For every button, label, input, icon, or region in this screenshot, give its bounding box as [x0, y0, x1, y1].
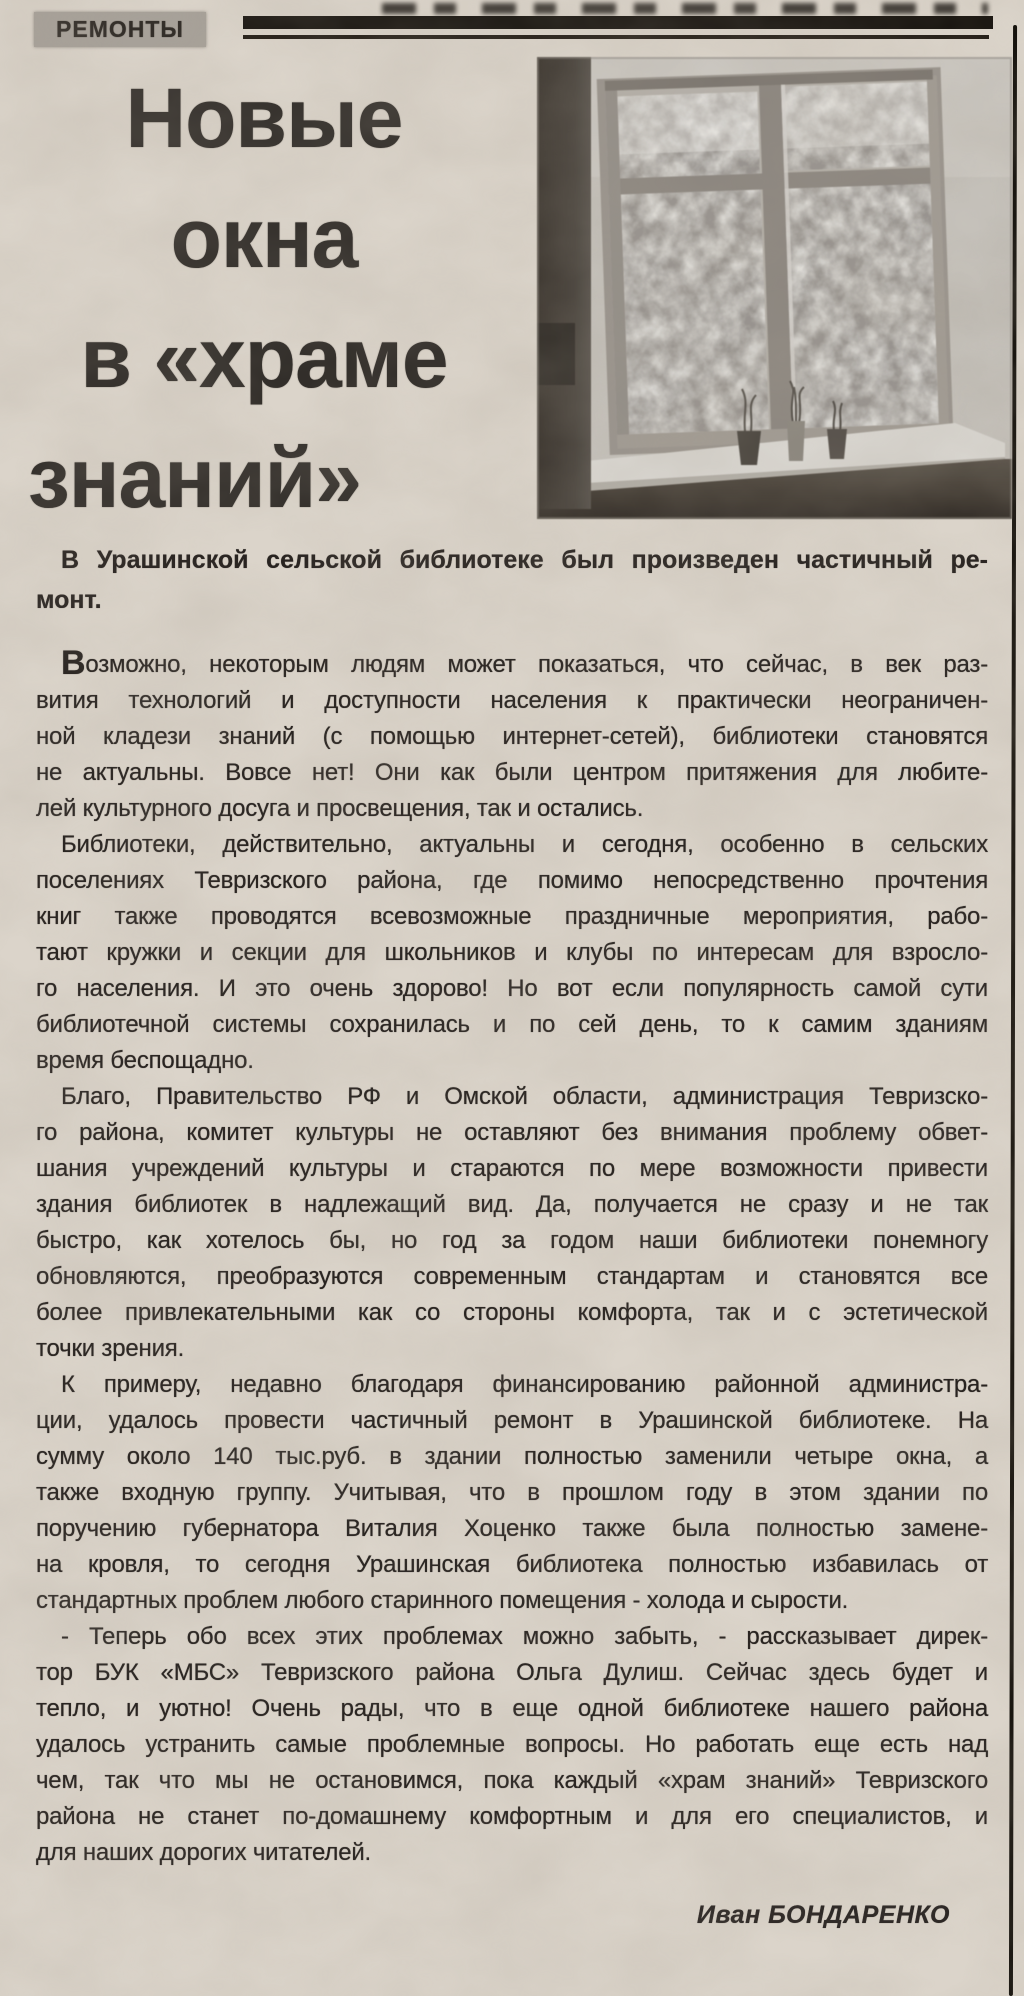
text-line: тор БУК «МБС» Тевризского района Ольга Дулиш. Сейчас здесь будет и — [36, 1659, 988, 1686]
text-line: стандартных проблем любого старинного помещения - холода и сырости. — [36, 1587, 849, 1614]
text-line: на кровля, то сегодня Урашинская библиотека полностью избавилась от — [36, 1551, 988, 1578]
article-headline — [28, 58, 500, 538]
text-line: района не станет по-домашнему комфортным и для его специалистов, и — [36, 1803, 988, 1830]
text-line: поручению губернатора Виталия Хоценко также была полностью замене- — [36, 1515, 988, 1542]
section-kicker-badge: РЕМОНТЫ — [34, 12, 206, 47]
text-line: ции, удалось провести частичный ремонт в Урашинской библиотеке. На — [36, 1407, 988, 1434]
article-paragraph — [36, 1079, 988, 1367]
text-line: К примеру, недавно благодаря финансированию районной администра- — [61, 1371, 988, 1398]
text-line: точки зрения. — [36, 1335, 185, 1362]
page-edge-text-remnant — [382, 3, 988, 14]
article-paragraph — [36, 1619, 988, 1871]
text-line: Благо, Правительство РФ и Омской области, администрация Тевризско- — [61, 1083, 988, 1110]
header-rule-thick — [243, 16, 993, 29]
text-line: сумму около 140 тыс.руб. в здании полностью заменили четыре окна, а — [36, 1443, 988, 1470]
text-line: тают кружки и секции для школьников и клубы по интересам для взросло- — [36, 939, 988, 966]
text-line: книг также проводятся всевозможные праздничные мероприятия, рабо- — [36, 903, 988, 930]
text-line: - Теперь обо всех этих проблемах можно забыть, - рассказывает дирек- — [61, 1623, 988, 1650]
text-line: вития технологий и доступности населения к практически неограничен- — [36, 687, 988, 714]
headline-line: Новые — [125, 71, 403, 165]
text-line: библиотечной системы сохранилась и по сей день, то к самим зданиям — [36, 1011, 988, 1038]
text-line: го района, комитет культуры не оставляют без внимания проблему обвет- — [36, 1119, 988, 1146]
text-line: поселениях Тевризского района, где помимо непосредственно прочтения — [36, 867, 988, 894]
author-byline: Иван БОНДАРЕНКО — [696, 1901, 950, 1929]
headline-line: в «храме — [80, 311, 448, 405]
article-paragraph — [36, 646, 988, 827]
text-line: го населения. И это очень здорово! Но вот если популярность самой сути — [36, 975, 988, 1002]
article-text-column — [36, 540, 988, 1930]
article-paragraph — [36, 1367, 988, 1619]
text-line: чем, так что мы не остановимся, пока каждый «храм знаний» Тевризского — [36, 1767, 988, 1794]
drop-cap: В — [61, 644, 86, 682]
text-line: обновляются, преобразуются современным стандартам и становятся все — [36, 1263, 988, 1290]
text-line: тепло, и уютно! Очень рады, что в еще одной библиотеке нашего района — [36, 1695, 988, 1722]
lead-line: монт. — [36, 586, 102, 614]
text-line: более привлекательными как со стороны комфорта, так и с эстетической — [36, 1299, 988, 1326]
text-line: также входную группу. Учитывая, что в прошлом году в этом здании по — [36, 1479, 988, 1506]
text-line: лей культурного досуга и просвещения, так и остались. — [36, 795, 644, 822]
text-line: удалось устранить самые проблемные вопросы. Но работать еще есть над — [36, 1731, 988, 1758]
article-lead — [36, 540, 988, 620]
headline-line: окна — [170, 191, 358, 285]
text-line: быстро, как хотелось бы, но год за годом наши библиотеки понемногу — [36, 1227, 988, 1254]
text-line: Библиотеки, действительно, актуальны и сегодня, особенно в сельских — [61, 831, 988, 858]
article-photo-window — [537, 57, 1012, 519]
text-line: для наших дорогих читателей. — [36, 1839, 372, 1866]
wall-edge-shadow — [537, 57, 591, 509]
window-frame — [597, 67, 954, 455]
header-rule-thin — [243, 35, 989, 39]
headline-line: знаний» — [28, 431, 361, 525]
text-line: ной кладези знаний (с помощью интернет-сетей), библиотеки становятся — [36, 723, 988, 750]
article-paragraph — [36, 827, 988, 1079]
text-line: время беспощадно. — [36, 1047, 254, 1074]
text-line: шания учреждений культуры и стараются по мере возможности привести — [36, 1155, 988, 1182]
text-line: Возможно, некоторым людям может показаться, что сейчас, в век раз- — [61, 644, 988, 682]
text-line: здания библиотек в надлежащий вид. Да, получается не сразу и не так — [36, 1191, 988, 1218]
text-line: не актуальны. Вовсе нет! Они как были центром притяжения для любите- — [36, 759, 988, 786]
article-body — [36, 646, 988, 1871]
lead-line: В Урашинской сельской библиотеке был произведен частичный ре- — [61, 546, 988, 574]
